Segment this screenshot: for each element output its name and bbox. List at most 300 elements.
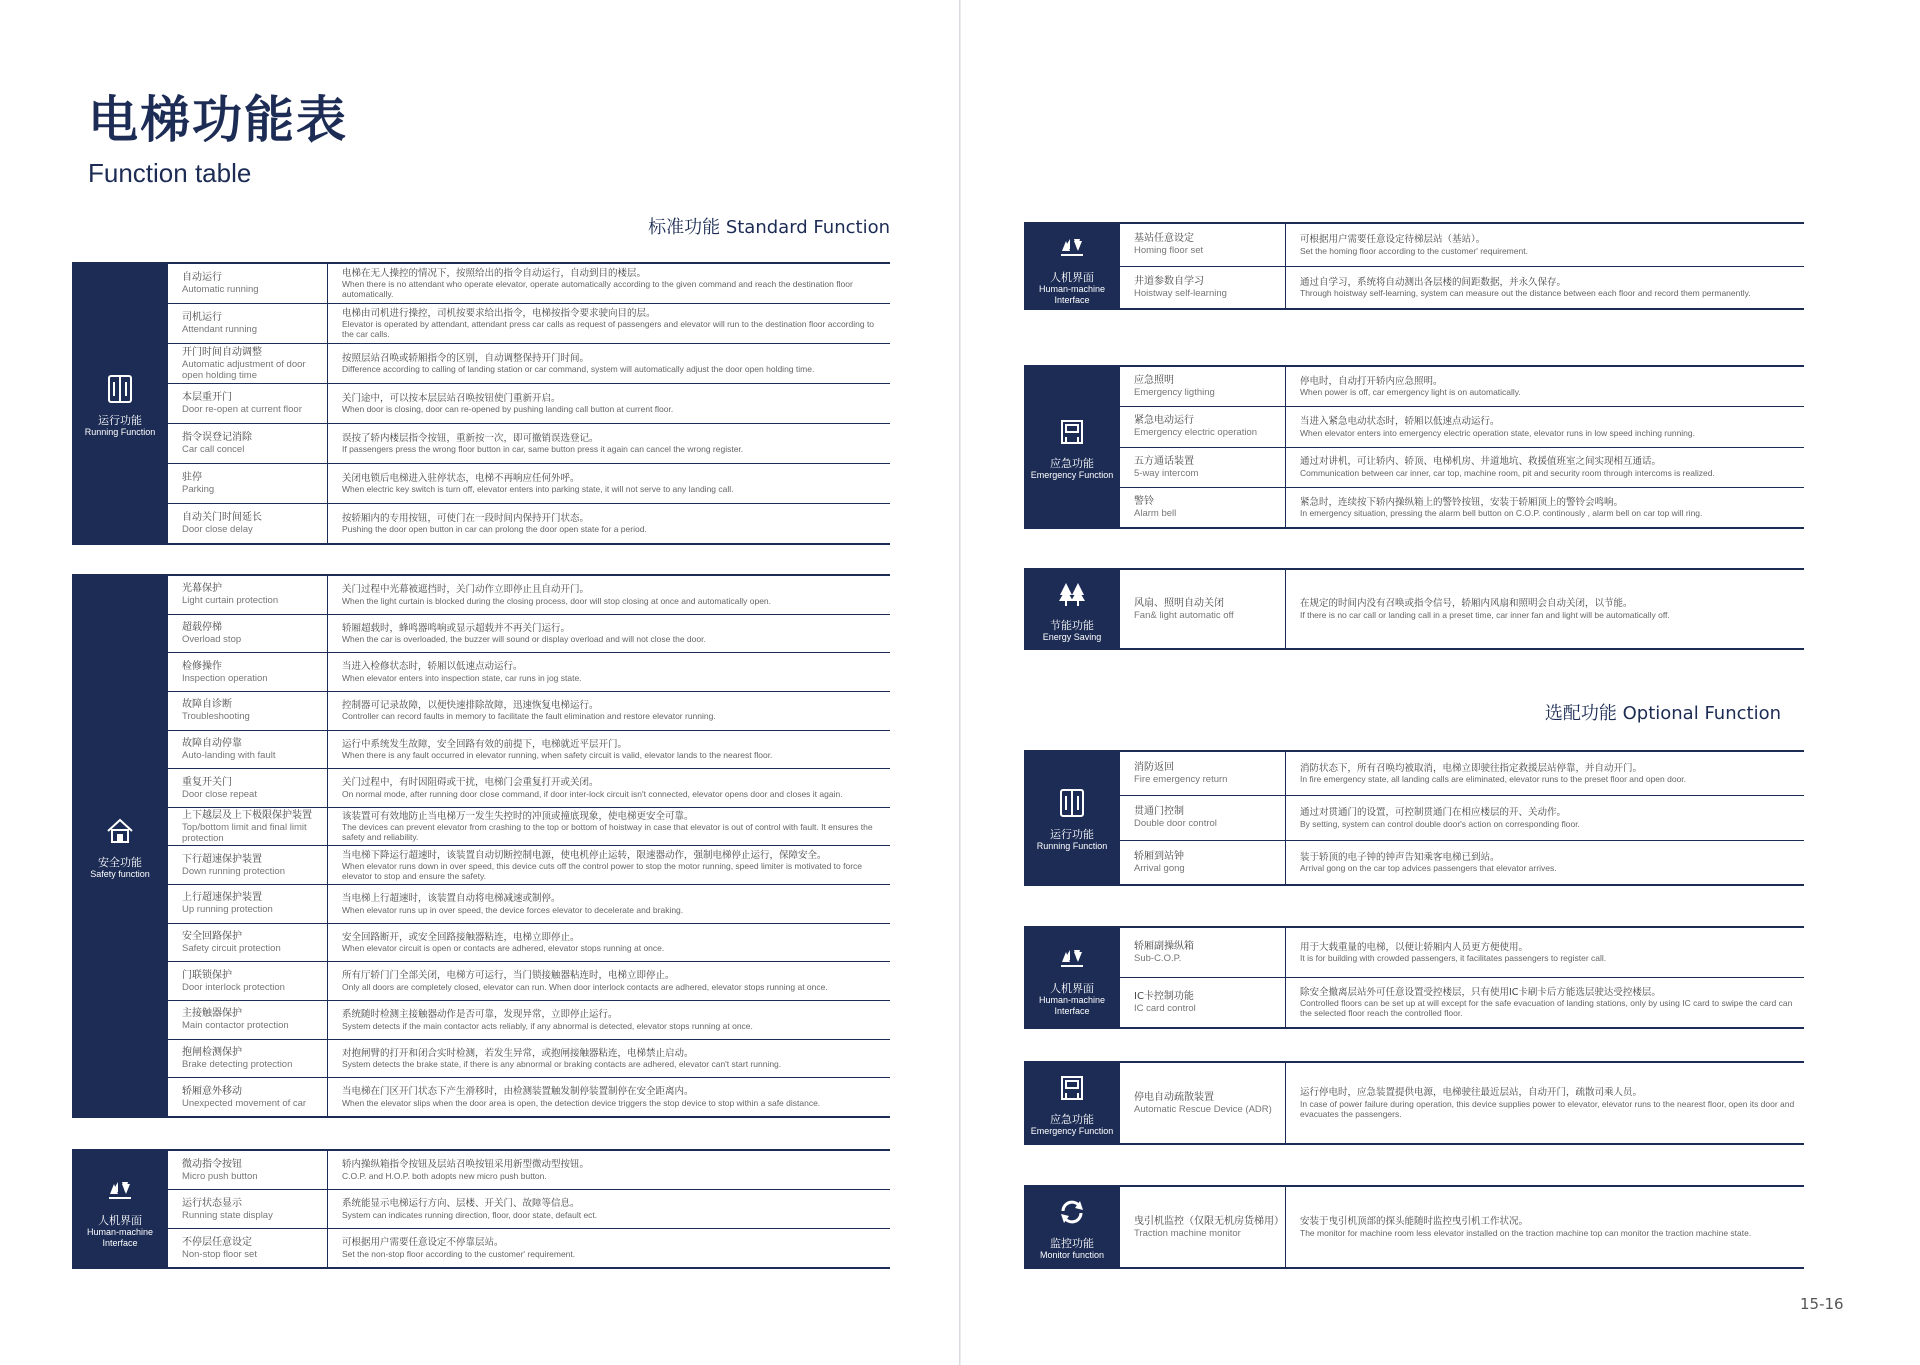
function-row [168, 1229, 890, 1267]
function-name-cell [1120, 1187, 1286, 1267]
function-row [168, 576, 890, 615]
function-description-cell [328, 885, 890, 923]
function-row [1120, 841, 1804, 884]
function-name-cell [168, 304, 328, 343]
function-description-cell [1286, 570, 1804, 648]
function-name-zh: 开门时间自动调整 [182, 346, 262, 358]
group-label-en: Energy Saving [1042, 632, 1102, 642]
function-description-zh: 电梯在无人操控的情况下，按照给出的指令自动运行，自动到目的楼层。 [342, 267, 647, 279]
function-description-en: Controller can record faults in memory to facilitate the fault elimination and restore elevator running. [342, 711, 716, 722]
function-description-cell [328, 692, 890, 730]
function-description-zh: 轿厢超载时，蜂鸣器鸣响或显示超载并不再关门运行。 [342, 622, 571, 634]
function-name-cell [1120, 570, 1286, 648]
function-rows [168, 1151, 890, 1267]
function-name-zh: 自动关门时间延长 [182, 512, 262, 523]
function-description-en: In fire emergency state, all landing calls are eliminated, elevator runs to the preset floor and open door. [1300, 774, 1687, 785]
function-row [168, 1078, 890, 1116]
function-name-cell [168, 1229, 328, 1267]
function-name-cell [1120, 367, 1286, 406]
function-description-cell [328, 1001, 890, 1039]
function-description-cell [328, 1151, 890, 1189]
function-description-cell [1286, 841, 1804, 884]
function-description-cell [1286, 796, 1804, 839]
function-description-en: In emergency situation, pressing the alarm bell button on C.O.P. continously , alarm bell on car top will ring. [1300, 508, 1703, 519]
function-row [1120, 448, 1804, 488]
function-description-zh: 运行停电时，应急装置提供电源，电梯驶往最近层站，自动开门，疏散司乘人员。 [1300, 1087, 1643, 1099]
function-description-zh: 停电时，自动打开轿内应急照明。 [1300, 375, 1443, 387]
function-description-en: On normal mode, after running door close command, if door inter-lock circuit isn't connected, elevator opens door and closes it again. [342, 788, 843, 799]
function-row [1120, 407, 1804, 447]
function-name-cell [168, 504, 328, 543]
function-description-en: Controlled floors can be set up at will except for the safe evacuation of landing stations, only by using IC card to swipe the card can the selected floor reach the controlled floor. [1300, 998, 1793, 1019]
right-page [961, 0, 1920, 1365]
function-row [1120, 267, 1804, 309]
function-description-zh: 安全回路断开，或安全回路接触器粘连，电梯立即停止。 [342, 931, 580, 943]
function-rows [168, 264, 890, 543]
group-optional-running-function [1024, 750, 1804, 886]
function-description-cell [328, 1190, 890, 1228]
function-name-cell [168, 464, 328, 503]
function-description-cell [328, 769, 890, 807]
function-description-en: Arrival gong on the car top advices passengers that elevator arrives. [1300, 863, 1557, 874]
function-name-zh: 轿厢副操纵箱 [1134, 941, 1194, 952]
function-description-en: When elevator circuit is open or contacts are adhered, elevator stops running at once. [342, 943, 665, 954]
function-description-zh: 所有厅轿门门全部关闭，电梯方可运行，当门锁接触器粘连时，电梯立即停止。 [342, 970, 675, 982]
function-description-cell [1286, 978, 1804, 1027]
standard-function-heading: 标准功能 Standard Function [648, 217, 890, 238]
function-name-en: Auto-landing with fault [182, 749, 276, 761]
refresh-cycle-icon [1053, 1193, 1091, 1231]
function-description-cell [328, 731, 890, 769]
function-description-en: By setting, system can control double door's action on corresponding floor. [1300, 818, 1580, 829]
function-name-zh: 应急照明 [1134, 375, 1174, 387]
group-label-en: Human-machine Interface [1038, 995, 1106, 1016]
function-description-cell [328, 264, 890, 303]
function-name-cell [1120, 488, 1286, 527]
function-description-cell [328, 384, 890, 423]
function-name-zh: 消防返回 [1134, 762, 1174, 774]
function-name-zh: 抱闸检测保护 [182, 1047, 242, 1058]
group-label-zh: 运行功能 [1050, 828, 1094, 841]
function-name-zh: 轿厢到站钟 [1134, 850, 1184, 862]
function-name-en: Sub-C.O.P. [1134, 953, 1182, 964]
group-label-panel [1024, 928, 1120, 1027]
function-name-zh: 贯通门控制 [1134, 806, 1184, 818]
function-description-zh: 运行中系统发生故障，安全回路有效的前提下，电梯就近平层开门。 [342, 738, 628, 750]
function-row [168, 504, 890, 543]
function-name-cell [168, 692, 328, 730]
function-description-zh: 用于大载重量的电梯，以便让轿厢内人员更方便使用。 [1300, 941, 1529, 953]
group-label-en: Human-machine Interface [1038, 283, 1106, 305]
function-name-cell [1120, 796, 1286, 839]
function-description-en: Communication between car inner, car top, machine room, pit and security room through intercoms is realized. [1300, 467, 1715, 478]
function-name-cell [1120, 978, 1286, 1027]
function-name-cell [168, 962, 328, 1000]
function-name-en: Traction machine monitor [1134, 1227, 1241, 1239]
function-name-zh: 停电自动疏散装置 [1134, 1091, 1214, 1103]
function-rows [1120, 1187, 1804, 1267]
function-row [168, 384, 890, 424]
function-row [1120, 752, 1804, 796]
function-description-zh: 安装于曳引机顶部的探头能随时监控曳引机工作状况。 [1300, 1216, 1529, 1228]
function-name-zh: 故障自动停靠 [182, 737, 242, 749]
function-description-en: The monitor for machine room less elevator installed on the traction machine top can monitor the traction machine state. [1300, 1227, 1752, 1238]
function-name-cell [168, 1151, 328, 1189]
function-name-zh: 驻停 [182, 472, 202, 483]
function-description-cell [1286, 752, 1804, 795]
function-name-en: Automatic running [182, 284, 259, 295]
function-description-cell [328, 576, 890, 614]
function-name-zh: 警铃 [1134, 495, 1154, 507]
function-name-zh: 自动运行 [182, 272, 222, 283]
function-rows [1120, 367, 1804, 527]
group-label-zh: 人机界面 [98, 1213, 142, 1227]
function-name-cell [168, 1078, 328, 1116]
group-label-panel [72, 264, 168, 543]
function-description-zh: 当进入紧急电动状态时，轿厢以低速点动运行。 [1300, 416, 1500, 428]
function-description-zh: 控制器可记录故障，以便快速排除故障，迅速恢复电梯运行。 [342, 699, 599, 711]
function-description-cell [328, 1040, 890, 1078]
function-name-zh: 紧急电动运行 [1134, 415, 1194, 427]
function-description-cell [1286, 267, 1804, 309]
function-name-en: Troubleshooting [182, 711, 250, 723]
function-description-zh: 该装置可有效地防止当电梯万一发生失控时的冲顶或撞底现象，使电梯更安全可靠。 [342, 810, 694, 822]
function-description-en: When elevator enters into emergency electric operation state, elevator runs in low speed inching running. [1300, 427, 1695, 438]
function-description-zh: 关门途中，可以按本层层站召唤按钮使门重新开启。 [342, 392, 561, 404]
group-optional-human-machine-interface [1024, 926, 1804, 1029]
function-row [1120, 796, 1804, 840]
group-label-en: Safety function [90, 869, 150, 879]
function-description-zh: 可根据用户需要任意设定不停靠层站。 [342, 1237, 504, 1249]
function-row [168, 304, 890, 344]
function-name-en: Up running protection [182, 904, 273, 916]
function-row [168, 692, 890, 731]
function-row [1120, 928, 1804, 978]
function-description-zh: 按照层站召唤或轿厢指令的区别，自动调整保持开门时间。 [342, 352, 590, 364]
function-description-en: When the car is overloaded, the buzzer will sound or display overload and will not close the door. [342, 634, 706, 645]
group-label-en: Human-machine Interface [86, 1226, 154, 1248]
function-name-zh: IC卡控制功能 [1134, 991, 1194, 1002]
function-description-en: It is for building with crowded passengers, it facilitates passengers to register call. [1300, 953, 1607, 964]
function-name-en: Inspection operation [182, 672, 268, 684]
function-name-cell [168, 731, 328, 769]
group-label-panel [1024, 752, 1120, 884]
page-subtitle: Function table [88, 158, 252, 188]
page-number: 15-16 [1800, 1295, 1844, 1313]
function-description-en: Only all doors are completely closed, elevator can run. When door interlock contacts are adhered, elevator stops running at once. [342, 981, 828, 992]
function-description-cell [328, 424, 890, 463]
function-description-zh: 系统能显示电梯运行方向、层楼、开关门、故障等信息。 [342, 1198, 580, 1210]
function-rows [1120, 1063, 1804, 1143]
function-description-zh: 当电梯下降运行超速时，该装置自动切断控制电源，使电机停止运转，限速器动作，强制电梯停止运行，保障安全。 [342, 849, 827, 861]
function-description-en: Set the homing floor according to the customer' requirement. [1300, 245, 1528, 256]
group-human-machine-interface [72, 1149, 890, 1269]
function-name-cell [1120, 841, 1286, 884]
function-name-zh: 司机运行 [182, 312, 222, 323]
group-label-en: Running Function [1036, 841, 1108, 851]
group-label-panel [72, 576, 168, 1116]
function-description-cell [328, 464, 890, 503]
function-row [1120, 570, 1804, 648]
function-name-en: Fan& light automatic off [1134, 609, 1234, 621]
function-name-en: Door close repeat [182, 788, 257, 800]
function-name-en: Attendant running [182, 324, 258, 335]
group-human-machine-interface-standard [1024, 222, 1804, 310]
function-name-zh: 检修操作 [182, 660, 222, 672]
function-description-zh: 误按了轿内楼层指令按钮，重新按一次，即可撤销误选登记。 [342, 432, 599, 444]
elevator-car-icon [1053, 413, 1091, 451]
function-row [168, 731, 890, 770]
function-name-zh: 门联锁保护 [182, 969, 232, 981]
function-name-en: Brake detecting protection [182, 1059, 293, 1070]
function-name-zh: 重复开关门 [182, 776, 232, 788]
function-name-zh: 光幕保护 [182, 583, 222, 595]
function-description-cell [328, 504, 890, 543]
function-name-zh: 安全回路保护 [182, 931, 242, 943]
function-name-cell [168, 769, 328, 807]
function-name-cell [168, 384, 328, 423]
function-name-en: Car call concel [182, 444, 245, 455]
function-name-cell [168, 615, 328, 653]
function-rows [1120, 928, 1804, 1027]
group-label-zh: 应急功能 [1050, 457, 1094, 470]
function-name-cell [168, 576, 328, 614]
function-description-zh: 通过自学习，系统将自动测出各层楼的间距数据，并永久保存。 [1300, 276, 1567, 288]
group-emergency-function [1024, 365, 1804, 529]
function-name-zh: 井道参数自学习 [1134, 275, 1204, 287]
function-name-en: Door interlock protection [182, 981, 285, 993]
function-description-en: If passengers press the wrong floor button in car, same button press it again can cancel the wrong register. [342, 444, 744, 455]
function-name-zh: 五方通话装置 [1134, 455, 1194, 467]
function-row [168, 1001, 890, 1040]
function-name-en: Overload stop [182, 633, 242, 645]
group-label-panel [1024, 367, 1120, 527]
function-description-en: System can indicates running direction, floor, door state, default ect. [342, 1209, 598, 1220]
function-name-zh: 超载停梯 [182, 621, 222, 633]
function-description-zh: 关门过程中，有时因阻碍或干扰，电梯门会重复打开或关闭。 [342, 777, 599, 789]
group-label-zh: 人机界面 [1050, 982, 1094, 995]
function-description-en: When power is off, car emergency light is on automatically. [1300, 387, 1521, 398]
group-safety-function [72, 574, 890, 1118]
function-name-cell [1120, 224, 1286, 266]
function-description-zh: 轿内操纵箱指令按钮及层站召唤按钮采用新型微动型按钮。 [342, 1159, 590, 1171]
group-optional-emergency-function [1024, 1061, 1804, 1145]
function-description-cell [1286, 928, 1804, 977]
function-description-cell [1286, 367, 1804, 406]
function-description-cell [1286, 407, 1804, 446]
optional-function-heading: 选配功能 Optional Function [1544, 703, 1781, 724]
function-name-en: Automatic Rescue Device (ADR) [1134, 1103, 1272, 1115]
elevator-car-icon [1053, 1069, 1091, 1107]
function-description-zh: 系统随时检测主接触器动作是否可靠，发现异常，立即停止运行。 [342, 1009, 618, 1021]
function-description-en: System detects the brake state, if there is any abnormal or braking contacts are adhered, elevator can't start running. [342, 1059, 782, 1070]
function-name-en: Homing floor set [1134, 245, 1204, 257]
function-description-zh: 除安全撤离层站外可任意设置受控楼层，只有使用IC卡刷卡后方能选层驶达受控楼层。 [1300, 986, 1661, 998]
function-row [168, 962, 890, 1001]
function-description-cell [328, 615, 890, 653]
function-row [168, 424, 890, 464]
function-name-cell [168, 846, 328, 884]
function-name-cell [168, 424, 328, 463]
group-label-zh: 节能功能 [1050, 619, 1094, 632]
function-row [168, 846, 890, 885]
up-down-arrow-icon [1053, 227, 1091, 265]
function-name-zh: 基站任意设定 [1134, 233, 1194, 245]
function-name-zh: 主接触器保护 [182, 1008, 242, 1020]
function-description-cell [328, 924, 890, 962]
function-description-en: The devices can prevent elevator from crashing to the top or bottom of hoistway in case that elevator is out of control with fault. It ensures the safety and reliability. [342, 822, 873, 843]
function-description-cell [328, 304, 890, 343]
function-name-zh: 故障自诊断 [182, 699, 232, 711]
function-description-zh: 关门过程中光幕被遮挡时，关门动作立即停止且自动开门。 [342, 584, 590, 596]
function-description-en: When electric key switch is turn off, elevator enters into parking state, it will not serve to any landing call. [342, 484, 734, 495]
group-monitor-function [1024, 1185, 1804, 1269]
function-name-en: Safety circuit protection [182, 943, 281, 955]
function-description-cell [328, 1078, 890, 1116]
function-name-en: Main contactor protection [182, 1020, 289, 1032]
function-description-zh: 可根据用户需要任意设定待梯层站（基站）。 [1300, 234, 1486, 245]
function-description-en: When elevator enters into inspection state, car runs in jog state. [342, 672, 582, 683]
function-row [168, 464, 890, 504]
function-name-en: 5-way intercom [1134, 467, 1199, 479]
function-name-zh: 不停层任意设定 [182, 1236, 252, 1248]
function-row [1120, 224, 1804, 267]
function-description-zh: 关闭电锁后电梯进入驻停状态，电梯不再响应任何外呼。 [342, 472, 580, 484]
group-label-zh: 监控功能 [1050, 1237, 1094, 1250]
trees-icon [1053, 575, 1091, 613]
function-row [168, 344, 890, 384]
function-name-cell [168, 1001, 328, 1039]
function-row [168, 769, 890, 808]
function-description-cell [1286, 448, 1804, 487]
function-name-zh: 指令误登记消除 [182, 432, 252, 443]
function-name-en: Running state display [182, 1209, 273, 1221]
function-description-cell [1286, 224, 1804, 266]
group-label-en: Running Function [84, 426, 156, 437]
function-name-zh: 轿厢意外移动 [182, 1085, 242, 1097]
function-name-cell [1120, 928, 1286, 977]
function-name-en: Hoistway self-learning [1134, 287, 1227, 299]
function-description-en: When elevator runs down in over speed, this device cuts off the control power to stop the motor running, speed limiter is motivated to force elevator to stop and ensure the safety. [342, 861, 863, 882]
function-description-zh: 通过对贯通门的设置，可控制贯通门在相应楼层的开、关动作。 [1300, 807, 1567, 819]
function-name-cell [1120, 752, 1286, 795]
function-name-cell [168, 653, 328, 691]
function-description-zh: 电梯由司机进行操控，司机按要求给出指令，电梯按指令要求驶向目的层。 [342, 307, 656, 319]
function-name-cell [168, 808, 328, 846]
function-description-en: C.O.P. and H.O.P. both adopts new micro push button. [342, 1170, 547, 1181]
group-label-panel [1024, 570, 1120, 648]
function-row [168, 1040, 890, 1079]
group-label-zh: 运行功能 [98, 413, 142, 427]
function-row [168, 615, 890, 654]
function-rows [1120, 752, 1804, 884]
function-name-en: Door close delay [182, 524, 253, 535]
function-description-en: Set the non-stop floor according to the customer' requirement. [342, 1248, 576, 1259]
function-description-en: If there is no car call or landing call in a preset time, car inner fan and light will be automatically off. [1300, 609, 1670, 620]
group-label-zh: 应急功能 [1050, 1113, 1094, 1126]
function-name-en: Unexpected movement of car [182, 1097, 307, 1109]
function-name-en: Door re-open at current floor [182, 404, 302, 415]
function-description-en: When there is any fault occurred in elevator running, when safety circuit is valid, elevator lands to the nearest floor. [342, 750, 773, 761]
function-description-zh: 当电梯在门区开门状态下产生滑移时，由检测装置触发制停装置制停在安全距离内。 [342, 1086, 694, 1098]
function-name-cell [1120, 407, 1286, 446]
function-name-en: Light curtain protection [182, 595, 279, 607]
group-label-panel [1024, 1187, 1120, 1267]
group-label-en: Emergency Function [1030, 470, 1114, 480]
group-label-en: Monitor function [1039, 1250, 1105, 1260]
function-description-en: Through hoistway self-learning, system can measure out the distance between each floor and record them permanently. [1300, 288, 1751, 298]
function-row [168, 924, 890, 963]
function-description-cell [1286, 1063, 1804, 1143]
function-name-cell [168, 885, 328, 923]
function-row [168, 1151, 890, 1190]
function-description-cell [328, 962, 890, 1000]
function-name-cell [1120, 1063, 1286, 1143]
function-description-en: Difference according to calling of landing station or car command, system will automatically adjust the door open holding time. [342, 364, 815, 375]
function-description-cell [328, 653, 890, 691]
function-description-cell [328, 808, 890, 846]
function-name-zh: 微动指令按钮 [182, 1158, 242, 1170]
function-name-zh: 本层重开门 [182, 392, 232, 403]
function-row [1120, 1187, 1804, 1267]
function-description-en: When there is no attendant who operate elevator, operate automatically according to the given command and reach the destination floor automatically. [342, 279, 853, 300]
function-row [1120, 367, 1804, 407]
function-name-en: Micro push button [182, 1170, 258, 1182]
function-name-en: Fire emergency return [1134, 774, 1228, 786]
function-row [1120, 1063, 1804, 1143]
function-description-zh: 当电梯上行超速时，该装置自动将电梯减速或制停。 [342, 893, 561, 905]
group-label-panel [1024, 224, 1120, 308]
function-name-cell [1120, 267, 1286, 309]
group-label-zh: 人机界面 [1050, 270, 1094, 284]
function-description-cell [328, 344, 890, 383]
group-label-en: Emergency Function [1030, 1126, 1114, 1136]
up-down-arrow-icon [1053, 938, 1091, 976]
function-name-en: Emergency electric operation [1134, 427, 1258, 439]
page-title: 电梯功能表 [88, 91, 348, 149]
function-description-en: System detects if the main contactor acts reliably, if any abnormal is detected, elevator stops running at once. [342, 1020, 753, 1031]
function-description-en: When door is closing, door can re-opened by pushing landing call button at current floor. [342, 404, 674, 415]
group-label-panel [72, 1151, 168, 1267]
group-label-panel [1024, 1063, 1120, 1143]
function-description-zh: 对抱闸臂的打开和闭合实时检测，若发生异常，或抱闸接触器粘连，电梯禁止启动。 [342, 1047, 694, 1059]
function-description-zh: 紧急时，连续按下轿内操纵箱上的警铃按钮，安装于轿厢顶上的警铃会鸣响。 [1300, 496, 1624, 508]
function-name-en: Emergency ligthing [1134, 387, 1215, 399]
function-name-cell [168, 1040, 328, 1078]
function-description-zh: 消防状态下，所有召唤均被取消，电梯立即驶往指定救援层站停靠，并自动开门。 [1300, 762, 1643, 774]
function-description-zh: 在规定的时间内没有召唤或指令信号，轿厢内风扇和照明会自动关闭，以节能。 [1300, 598, 1633, 610]
function-name-en: Automatic adjustment of door open holding time [182, 358, 306, 381]
function-row [168, 885, 890, 924]
function-description-en: When the elevator slips when the door area is open, the detection device triggers the stop device to stop within a safe distance. [342, 1097, 821, 1108]
function-rows [168, 576, 890, 1116]
function-description-en: When elevator runs up in over speed, the device forces elevator to decelerate and braking. [342, 904, 684, 915]
function-row [168, 264, 890, 304]
function-description-zh: 当进入检修状态时，轿厢以低速点动运行。 [342, 661, 523, 673]
elevator-panel-icon [101, 370, 139, 408]
group-label-zh: 安全功能 [98, 856, 142, 869]
function-name-en: Double door control [1134, 818, 1217, 830]
function-description-cell [1286, 488, 1804, 527]
function-name-zh: 下行超速保护装置 [182, 853, 262, 865]
function-row [168, 653, 890, 692]
function-name-en: Non-stop floor set [182, 1248, 257, 1260]
function-description-zh: 通过对讲机，可让轿内、轿顶、电梯机房、井道地坑、救援值班室之间实现相互通话。 [1300, 456, 1662, 468]
function-row [168, 808, 890, 847]
function-description-cell [328, 1229, 890, 1267]
function-name-zh: 曳引机监控（仅限无机房货梯用） [1134, 1215, 1284, 1227]
function-row [1120, 488, 1804, 527]
